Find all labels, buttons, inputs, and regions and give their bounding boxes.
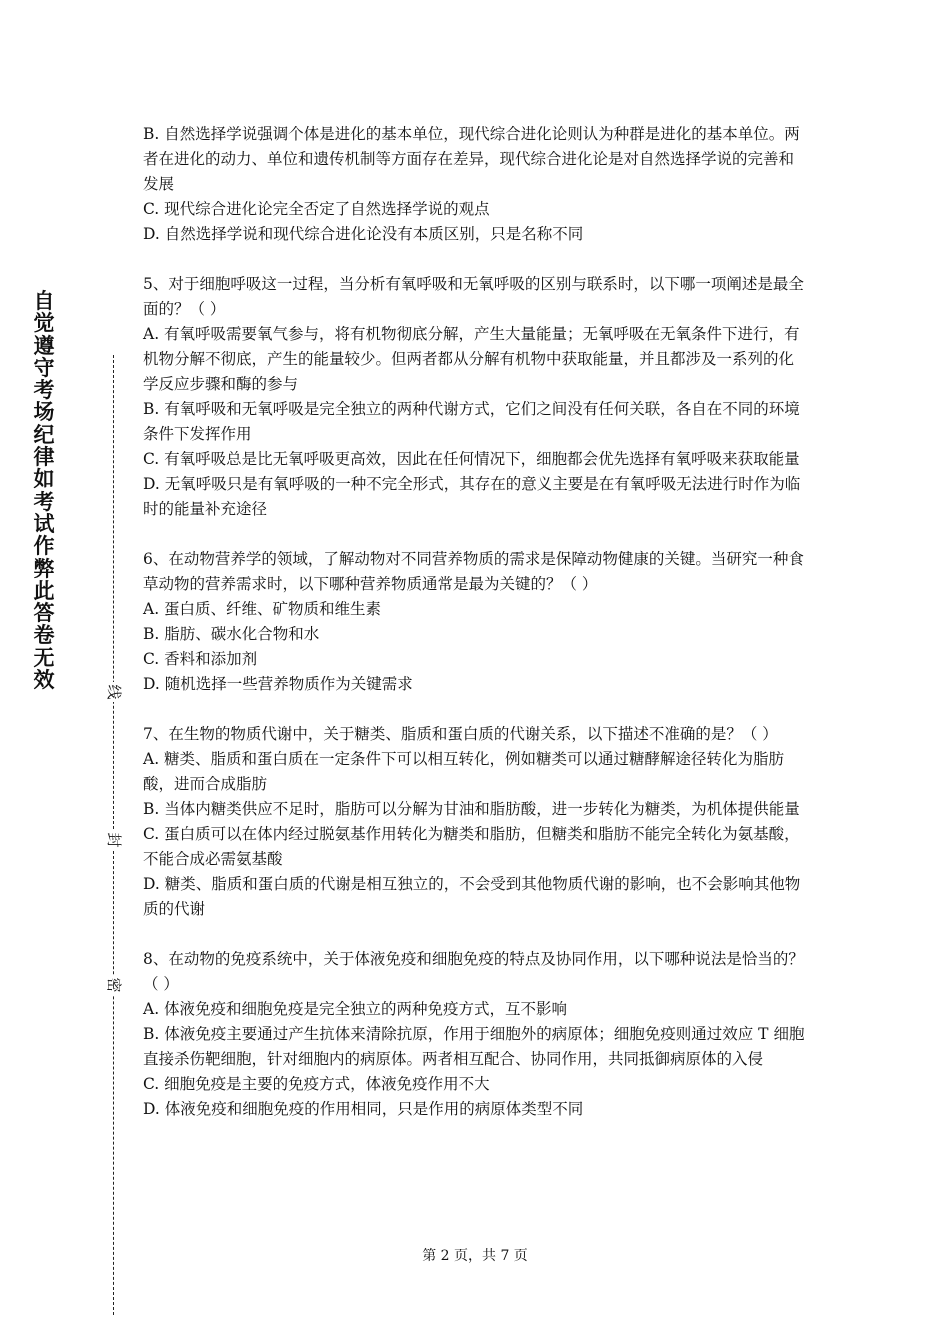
question-4-continued xyxy=(143,122,809,247)
binding-label-secret: 密 xyxy=(102,975,126,995)
question-5 xyxy=(143,272,809,522)
option: D. 随机选择一些营养物质作为关键需求 xyxy=(143,675,413,693)
option: A. 蛋白质、纤维、矿物质和维生素 xyxy=(143,600,382,618)
question-6 xyxy=(143,547,809,697)
option: D. 糖类、脂质和蛋白质的代谢是相互独立的，不会受到其他物质代谢的影响，也不会影响其他物质的代谢 xyxy=(143,875,801,918)
option: C. 蛋白质可以在体内经过脱氨基作用转化为糖类和脂肪，但糖类和脂肪不能完全转化为氨基酸，不能合成必需氨基酸 xyxy=(143,825,800,868)
option: C. 现代综合进化论完全否定了自然选择学说的观点 xyxy=(143,200,490,218)
option: B. 有氧呼吸和无氧呼吸是完全独立的两种代谢方式，它们之间没有任何关联，各自在不同的环境条件下发挥作用 xyxy=(143,400,800,443)
question-stem: 6、在动物营养学的领域，了解动物对不同营养物质的需求是保障动物健康的关键。当研究一种食草动物的营养需求时，以下哪种营养物质通常是最为关键的？（ ） xyxy=(143,550,804,593)
binding-label-seal: 封 xyxy=(102,830,126,850)
option: D. 无氧呼吸只是有氧呼吸的一种不完全形式，其存在的意义主要是在有氧呼吸无法进行时作为临时的能量补充途径 xyxy=(143,475,801,518)
option: B. 自然选择学说强调个体是进化的基本单位，现代综合进化论则认为种群是进化的基本单位。两者在进化的动力、单位和遗传机制等方面存在差异，现代综合进化论是对自然选择学说的完善和发展 xyxy=(143,125,800,193)
option: A. 有氧呼吸需要氧气参与，将有机物彻底分解，产生大量能量；无氧呼吸在无氧条件下进行，有机物分解不彻底，产生的能量较少。但两者都从分解有机物中获取能量，并且都涉及一系列的化学反应步骤和酶的参与 xyxy=(143,325,800,393)
binding-label-line: 线 xyxy=(102,682,126,702)
question-8 xyxy=(143,947,809,1122)
question-7 xyxy=(143,722,809,922)
option: A. 糖类、脂质和蛋白质在一定条件下可以相互转化，例如糖类可以通过糖酵解途径转化为脂肪酸，进而合成脂肪 xyxy=(143,750,785,793)
option: B. 脂肪、碳水化合物和水 xyxy=(143,625,320,643)
question-content xyxy=(143,122,809,1122)
question-stem: 5、对于细胞呼吸这一过程，当分析有氧呼吸和无氧呼吸的区别与联系时，以下哪一项阐述是最全面的？（ ） xyxy=(143,275,804,318)
question-stem: 7、在生物的物质代谢中，关于糖类、脂质和蛋白质的代谢关系，以下描述不准确的是？（ ） xyxy=(143,725,778,743)
option: C. 细胞免疫是主要的免疫方式，体液免疫作用不大 xyxy=(143,1075,490,1093)
exam-discipline-warning: 自觉遵守考场纪律如考试作弊此答卷无效 xyxy=(33,289,55,693)
option: B. 当体内糖类供应不足时，脂肪可以分解为甘油和脂肪酸，进一步转化为糖类，为机体提供能量 xyxy=(143,800,800,818)
question-stem: 8、在动物的免疫系统中，关于体液免疫和细胞免疫的特点及协同作用，以下哪种说法是恰当的？（ ） xyxy=(143,950,804,993)
option: C. 香料和添加剂 xyxy=(143,650,258,668)
page-number: 第 2 页，共 7 页 xyxy=(422,1248,528,1264)
option: C. 有氧呼吸总是比无氧呼吸更高效，因此在任何情况下，细胞都会优先选择有氧呼吸来获取能量 xyxy=(143,450,800,468)
option: B. 体液免疫主要通过产生抗体来清除抗原，作用于细胞外的病原体；细胞免疫则通过效应 T 细胞直接杀伤靶细胞，针对细胞内的病原体。两者相互配合、协同作用，共同抵御病原体的入侵 xyxy=(143,1025,805,1068)
option: D. 自然选择学说和现代综合进化论没有本质区别，只是名称不同 xyxy=(143,225,584,243)
option: A. 体液免疫和细胞免疫是完全独立的两种免疫方式，互不影响 xyxy=(143,1000,568,1018)
option: D. 体液免疫和细胞免疫的作用相同，只是作用的病原体类型不同 xyxy=(143,1100,584,1118)
